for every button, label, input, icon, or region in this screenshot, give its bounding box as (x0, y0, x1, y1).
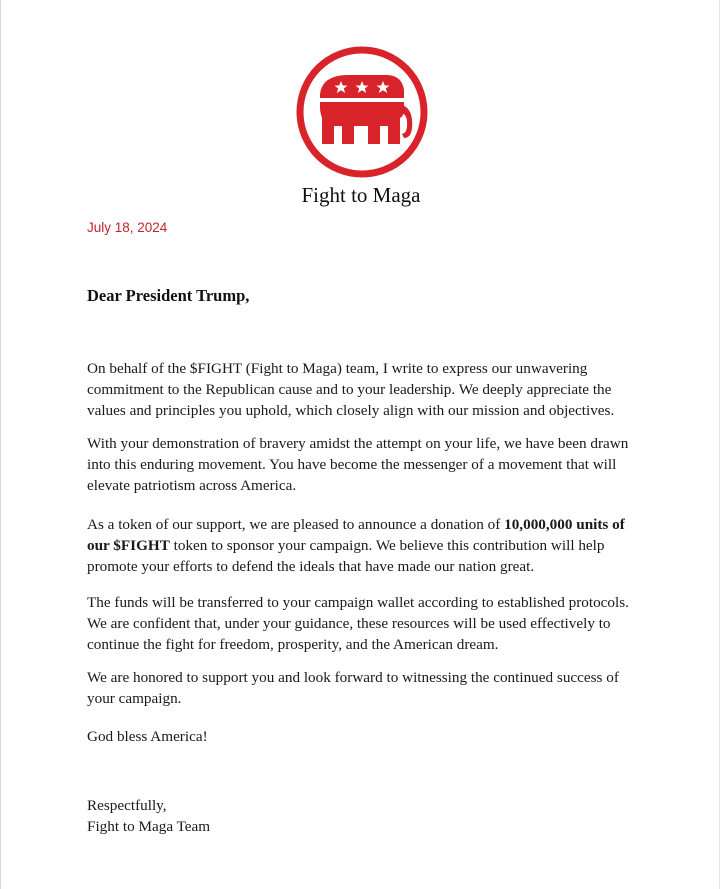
paragraph-3-rest: token to sponsor your campaign. We believe this contribution will help promote your efforts to defend the ideals that have made our nation great. (87, 537, 605, 575)
paragraph-6: God bless America! (87, 728, 208, 745)
closing-block (87, 795, 647, 837)
donation-amount: 10,000,000 units of our $FIGHT (87, 516, 625, 554)
org-name: Fight to Maga (301, 183, 421, 207)
paragraph-2: With your demonstration of bravery amidst the attempt on your life, we have been drawn into this enduring movement. You have become the messenger of a movement that will elevate patriotism across America. (87, 435, 629, 494)
closing-phrase: Respectfully, (87, 797, 167, 814)
paragraph-4: The funds will be transferred to your campaign wallet according to established protocols. We are confident that, under your guidance, these resources will be used effectively to continue the fight for freedom, prosperity, and the American dream. (87, 594, 629, 653)
paragraph-3 (87, 514, 647, 577)
paragraph-5: We are honored to support you and look forward to witnessing the continued success of your campaign. (87, 669, 619, 707)
paragraph-1: On behalf of the $FIGHT (Fight to Maga) team, I write to express our unwavering commitment to the Republican cause and to your leadership. We deeply appreciate the values and principles you uphold, which closely align with our mission and objectives. (87, 360, 615, 419)
salutation: Dear President Trump, (87, 286, 250, 305)
republican-elephant-logo-icon (296, 46, 428, 178)
paragraph-3-lead: As a token of our support, we are pleased to announce a donation of (87, 516, 505, 533)
letter-date: July 18, 2024 (87, 220, 168, 235)
signature: Fight to Maga Team (87, 818, 211, 835)
